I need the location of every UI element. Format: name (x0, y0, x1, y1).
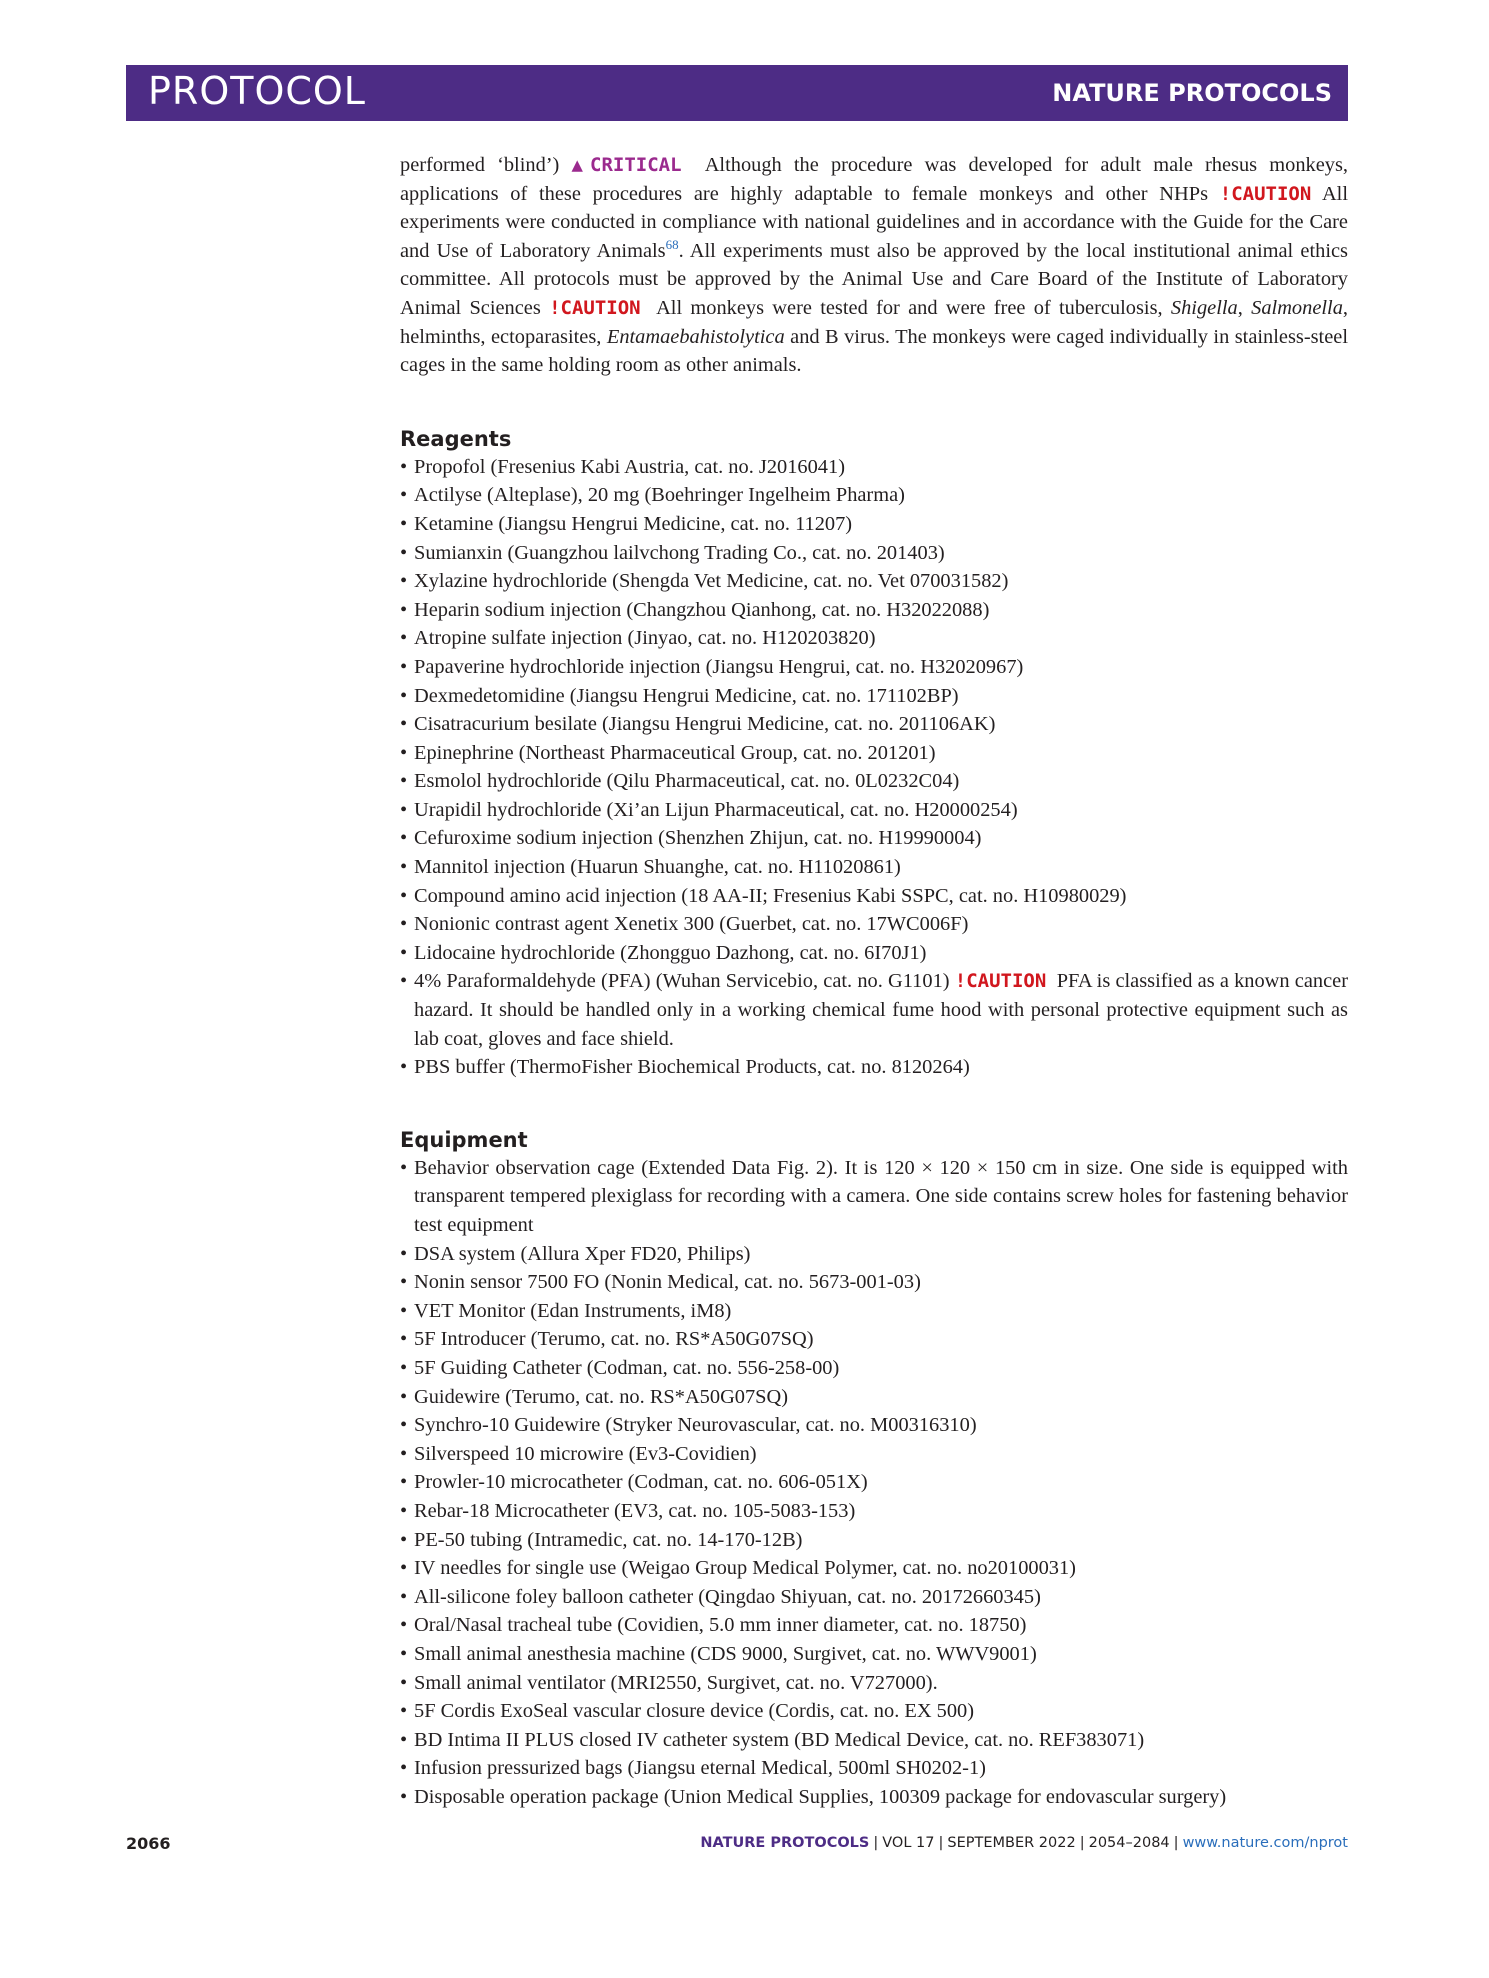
list-item: • Actilyse (Alteplase), 20 mg (Boehringer Ingelheim Pharma) (400, 481, 1348, 510)
list-item: • Small animal ventilator (MRI2550, Surgivet, cat. no. V727000). (400, 1669, 1348, 1698)
page-number: 2066 (126, 1834, 171, 1853)
intro-italic-shigella: Shigella (1170, 296, 1238, 319)
intro-seg8: and B virus. The monkeys were caged individually in stainless-steel cages in the same holding room as other animals. (400, 325, 1348, 377)
intro-italic-entamoeba: Entamaebahistolytica (606, 325, 785, 348)
list-item: • Xylazine hydrochloride (Shengda Vet Medicine, cat. no. Vet 070031582) (400, 567, 1348, 596)
list-item: • Esmolol hydrochloride (Qilu Pharmaceutical, cat. no. 0L0232C04) (400, 767, 1348, 796)
intro-paragraph (400, 151, 1348, 380)
caution-label: !CAUTION (1219, 182, 1312, 205)
list-item: • Compound amino acid injection (18 AA-II; Fresenius Kabi SSPC, cat. no. H10980029) (400, 882, 1348, 911)
list-item: • Mannitol injection (Huarun Shuanghe, cat. no. H11020861) (400, 853, 1348, 882)
list-item: • Sumianxin (Guangzhou lailvchong Trading Co., cat. no. 201403) (400, 539, 1348, 568)
footer-volume: VOL 17 (882, 1835, 935, 1851)
list-item: • Ketamine (Jiangsu Hengrui Medicine, cat. no. 11207) (400, 510, 1348, 539)
intro-seg1: performed ‘blind’) (400, 154, 560, 176)
list-item: • Cefuroxime sodium injection (Shenzhen Zhijun, cat. no. H19990004) (400, 824, 1348, 853)
list-item: • BD Intima II PLUS closed IV catheter system (BD Medical Device, cat. no. REF383071) (400, 1726, 1348, 1755)
footer-separator: | (938, 1835, 944, 1851)
journal-label: NATURE PROTOCOLS (1052, 79, 1332, 107)
pfa-text: 4% Paraformaldehyde (PFA) (Wuhan Servicebio, cat. no. G1101) (414, 970, 950, 993)
list-item: • Prowler-10 microcatheter (Codman, cat. no. 606-051X) (400, 1468, 1348, 1497)
intro-seg4: . All experiments must also be approved by the local institutional animal ethics committee. All protocols must be approved by the Animal Use and Care Board of the Institute of Laboratory Animal Sciences (400, 239, 1348, 319)
list-item: • 5F Guiding Catheter (Codman, cat. no. 556-258-00) (400, 1354, 1348, 1383)
intro-seg6: , (1237, 296, 1243, 319)
intro-italic-salmonella: Salmonella (1251, 296, 1343, 319)
list-item: • Propofol (Fresenius Kabi Austria, cat. no. J2016041) (400, 453, 1348, 482)
footer-citation (700, 1835, 1348, 1851)
equipment-list (400, 1154, 1348, 1812)
equipment-heading: Equipment (400, 1127, 528, 1152)
list-item: • Infusion pressurized bags (Jiangsu eternal Medical, 500ml SH0202-1) (400, 1754, 1348, 1783)
intro-seg3: All experiments were conducted in compliance with national guidelines and in accordance with the Guide for the Care and Use of Laboratory Animals (400, 182, 1349, 262)
list-item: • Oral/Nasal tracheal tube (Covidien, 5.0 mm inner diameter, cat. no. 18750) (400, 1611, 1348, 1640)
list-item: • Papaverine hydrochloride injection (Jiangsu Hengrui, cat. no. H32020967) (400, 653, 1348, 682)
list-item: • Synchro-10 Guidewire (Stryker Neurovascular, cat. no. M00316310) (400, 1411, 1348, 1440)
list-item: • Dexmedetomidine (Jiangsu Hengrui Medicine, cat. no. 171102BP) (400, 682, 1348, 711)
pfa-caution-text: PFA is classified as a known cancer hazard. It should be handled only in a working chemical fume hood with personal protective equipment such as lab coat, gloves and face shield. (414, 970, 1348, 1050)
section-label: PROTOCOL (148, 69, 366, 113)
list-item: • Guidewire (Terumo, cat. no. RS*A50G07SQ) (400, 1383, 1348, 1412)
footer-separator: | (1079, 1835, 1085, 1851)
footer-date: SEPTEMBER 2022 (947, 1835, 1076, 1851)
list-item: • Atropine sulfate injection (Jinyao, cat. no. H120203820) (400, 624, 1348, 653)
header-bar (126, 65, 1348, 121)
footer-separator: | (1173, 1835, 1179, 1851)
list-item: • Epinephrine (Northeast Pharmaceutical Group, cat. no. 201201) (400, 739, 1348, 768)
footer-url-link[interactable]: www.nature.com/nprot (1182, 1835, 1348, 1851)
list-item: • All-silicone foley balloon catheter (Qingdao Shiyuan, cat. no. 20172660345) (400, 1583, 1348, 1612)
list-item: • 5F Cordis ExoSeal vascular closure device (Cordis, cat. no. EX 500) (400, 1697, 1348, 1726)
list-item: • PBS buffer (ThermoFisher Biochemical Products, cat. no. 8120264) (400, 1053, 1348, 1082)
intro-seg5: All monkeys were tested for and were free of tuberculosis, (656, 296, 1163, 319)
list-item: • Disposable operation package (Union Medical Supplies, 100309 package for endovascular surgery) (400, 1783, 1348, 1812)
list-item: • IV needles for single use (Weigao Group Medical Polymer, cat. no. no20100031) (400, 1554, 1348, 1583)
footer-separator: | (873, 1835, 879, 1851)
list-item: • Silverspeed 10 microwire (Ev3-Covidien) (400, 1440, 1348, 1469)
list-item: • Lidocaine hydrochloride (Zhongguo Dazhong, cat. no. 6I70J1) (400, 939, 1348, 968)
intro-seg2: Although the procedure was developed for adult male rhesus monkeys, applications of these procedures are highly adaptable to female monkeys and other NHPs (400, 154, 1348, 205)
reagents-heading: Reagents (400, 426, 512, 451)
page-content (400, 151, 1348, 1811)
reagents-list (400, 453, 1348, 1082)
intro-seg7: , helminths, ectoparasites, (400, 296, 1348, 348)
list-item: • VET Monitor (Edan Instruments, iM8) (400, 1297, 1348, 1326)
critical-label: ▲CRITICAL (571, 154, 682, 176)
list-item-pfa (400, 967, 1348, 1053)
list-item: • 5F Introducer (Terumo, cat. no. RS*A50G07SQ) (400, 1325, 1348, 1354)
list-item: • Nonionic contrast agent Xenetix 300 (Guerbet, cat. no. 17WC006F) (400, 910, 1348, 939)
footer-pages: 2054–2084 (1088, 1835, 1170, 1851)
list-item: • PE-50 tubing (Intramedic, cat. no. 14-170-12B) (400, 1526, 1348, 1555)
list-item: • DSA system (Allura Xper FD20, Philips) (400, 1240, 1348, 1269)
footer-journal: NATURE PROTOCOLS (700, 1835, 870, 1851)
list-item: • Cisatracurium besilate (Jiangsu Hengrui Medicine, cat. no. 201106AK) (400, 710, 1348, 739)
reference-link[interactable]: 68 (665, 236, 679, 252)
list-item: • Small animal anesthesia machine (CDS 9000, Surgivet, cat. no. WWV9001) (400, 1640, 1348, 1669)
caution-label: !CAUTION (549, 296, 641, 319)
list-item: • Behavior observation cage (Extended Data Fig. 2). It is 120 × 120 × 150 cm in size. One side is equipped with transparent tempered plexiglass for recording with a camera. One side contains screw holes for fastening behavior test equipment (400, 1154, 1348, 1240)
list-item: • Heparin sodium injection (Changzhou Qianhong, cat. no. H32022088) (400, 596, 1348, 625)
caution-label: !CAUTION (954, 970, 1047, 993)
list-item: • Nonin sensor 7500 FO (Nonin Medical, cat. no. 5673-001-03) (400, 1268, 1348, 1297)
list-item: • Rebar-18 Microcatheter (EV3, cat. no. 105-5083-153) (400, 1497, 1348, 1526)
list-item: • Urapidil hydrochloride (Xi’an Lijun Pharmaceutical, cat. no. H20000254) (400, 796, 1348, 825)
